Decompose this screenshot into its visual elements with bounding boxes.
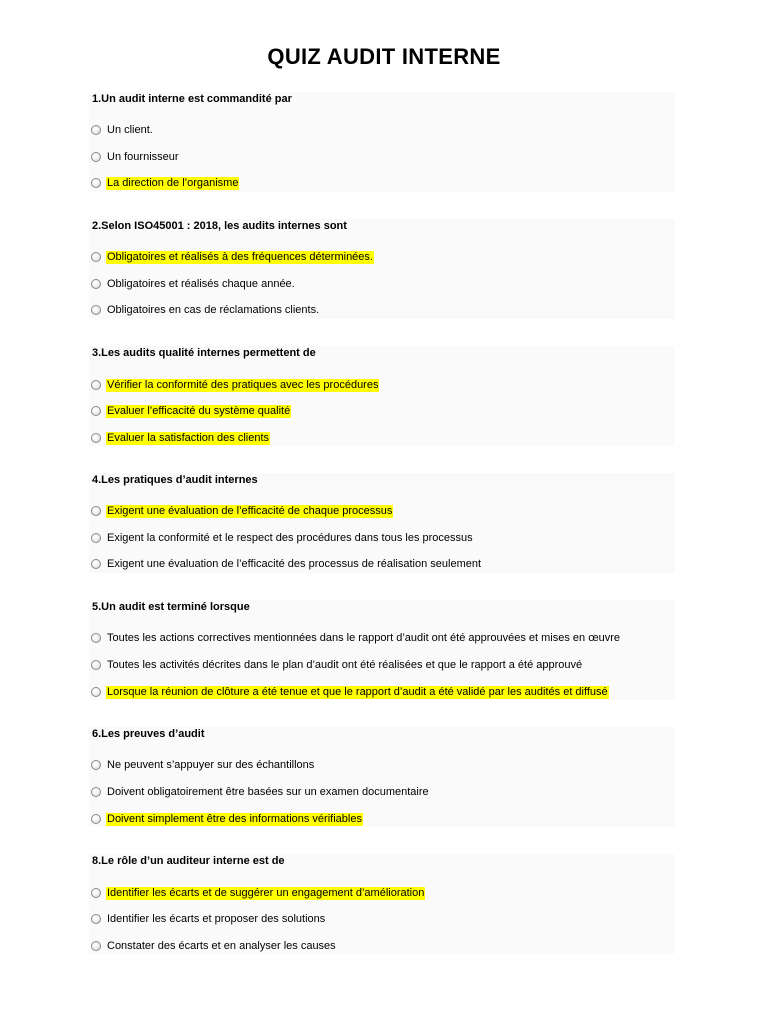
answer-option[interactable]: [91, 123, 154, 137]
radio-button-icon[interactable]: [91, 533, 101, 543]
answer-option[interactable]: [91, 685, 609, 699]
answer-option[interactable]: [91, 277, 296, 291]
radio-button-icon[interactable]: [91, 506, 101, 516]
answer-option[interactable]: [91, 504, 393, 518]
answer-label: Exigent une évaluation de l’efficacité de chaque processus: [107, 504, 393, 517]
answer-option[interactable]: [91, 150, 180, 164]
answer-label: Obligatoires et réalisés chaque année.: [107, 277, 295, 290]
radio-button-icon[interactable]: [91, 660, 101, 670]
answer-label: Toutes les actions correctives mentionnées dans le rapport d’audit ont été approuvées et mises en œuvre: [107, 631, 620, 644]
answer-option[interactable]: [91, 431, 270, 445]
answer-label: Un client.: [107, 123, 153, 136]
question-block: [89, 600, 675, 700]
answer-label: Obligatoires et réalisés à des fréquences déterminées.: [107, 250, 373, 263]
radio-button-icon[interactable]: [91, 633, 101, 643]
question-text: 5.Un audit est terminé lorsque: [92, 601, 250, 613]
radio-button-icon[interactable]: [91, 914, 101, 924]
answer-option[interactable]: [91, 658, 583, 672]
question-text: 2.Selon ISO45001 : 2018, les audits internes sont: [92, 220, 347, 232]
answer-label: Toutes les activités décrites dans le plan d’audit ont été réalisées et que le rapport a été approuvé: [107, 658, 583, 671]
answer-label: Doivent obligatoirement être basées sur un examen documentaire: [107, 785, 429, 798]
answer-option[interactable]: [91, 557, 482, 571]
radio-button-icon[interactable]: [91, 279, 101, 289]
answer-option[interactable]: [91, 378, 379, 392]
answer-option[interactable]: [91, 939, 337, 953]
radio-button-icon[interactable]: [91, 125, 101, 135]
question-block: [89, 473, 675, 573]
radio-button-icon[interactable]: [91, 406, 101, 416]
answer-label: Identifier les écarts et proposer des solutions: [107, 912, 326, 925]
radio-button-icon[interactable]: [91, 433, 101, 443]
answer-label: Lorsque la réunion de clôture a été tenue et que le rapport d’audit a été validé par les audités et diffusé: [107, 685, 608, 698]
radio-button-icon[interactable]: [91, 941, 101, 951]
answer-option[interactable]: [91, 303, 320, 317]
answer-label: Evaluer l’efficacité du système qualité: [107, 404, 291, 417]
question-text: 8.Le rôle d’un auditeur interne est de: [92, 855, 285, 867]
question-text: 6.Les preuves d’audit: [92, 728, 205, 740]
radio-button-icon[interactable]: [91, 814, 101, 824]
question-text: 3.Les audits qualité internes permettent de: [92, 347, 316, 359]
answer-label: La direction de l’organisme: [107, 176, 239, 189]
page-title: QUIZ AUDIT INTERNE: [267, 44, 501, 69]
answer-label: Exigent une évaluation de l’efficacité des processus de réalisation seulement: [107, 557, 482, 570]
answer-label: Exigent la conformité et le respect des procédures dans tous les processus: [107, 531, 473, 544]
answer-option[interactable]: [91, 912, 326, 926]
answer-option[interactable]: [91, 531, 474, 545]
answer-option[interactable]: [91, 250, 374, 264]
answer-option[interactable]: [91, 758, 315, 772]
answer-label: Constater des écarts et en analyser les causes: [107, 939, 336, 952]
answer-label: Identifier les écarts et de suggérer un engagement d’amélioration: [107, 886, 425, 899]
answer-option[interactable]: [91, 886, 425, 900]
answer-label: Doivent simplement être des informations vérifiables: [107, 812, 362, 825]
radio-button-icon[interactable]: [91, 559, 101, 569]
question-block: [89, 346, 675, 446]
answer-label: Un fournisseur: [107, 150, 179, 163]
radio-button-icon[interactable]: [91, 152, 101, 162]
question-block: [89, 92, 675, 192]
answer-option[interactable]: [91, 785, 430, 799]
radio-button-icon[interactable]: [91, 178, 101, 188]
question-block: [89, 219, 675, 319]
radio-button-icon[interactable]: [91, 687, 101, 697]
radio-button-icon[interactable]: [91, 305, 101, 315]
answer-option[interactable]: [91, 631, 621, 645]
answer-label: Obligatoires en cas de réclamations clients.: [107, 303, 320, 316]
question-block: [89, 727, 675, 827]
answer-option[interactable]: [91, 176, 239, 190]
answer-label: Evaluer la satisfaction des clients: [107, 431, 270, 444]
answer-label: Vérifier la conformité des pratiques avec les procédures: [107, 378, 379, 391]
question-text: 4.Les pratiques d’audit internes: [92, 474, 258, 486]
question-text: 1.Un audit interne est commandité par: [92, 93, 292, 105]
radio-button-icon[interactable]: [91, 787, 101, 797]
radio-button-icon[interactable]: [91, 252, 101, 262]
question-block: [89, 854, 675, 954]
radio-button-icon[interactable]: [91, 380, 101, 390]
answer-option[interactable]: [91, 404, 291, 418]
radio-button-icon[interactable]: [91, 888, 101, 898]
answer-label: Ne peuvent s’appuyer sur des échantillons: [107, 758, 315, 771]
answer-option[interactable]: [91, 812, 363, 826]
radio-button-icon[interactable]: [91, 760, 101, 770]
